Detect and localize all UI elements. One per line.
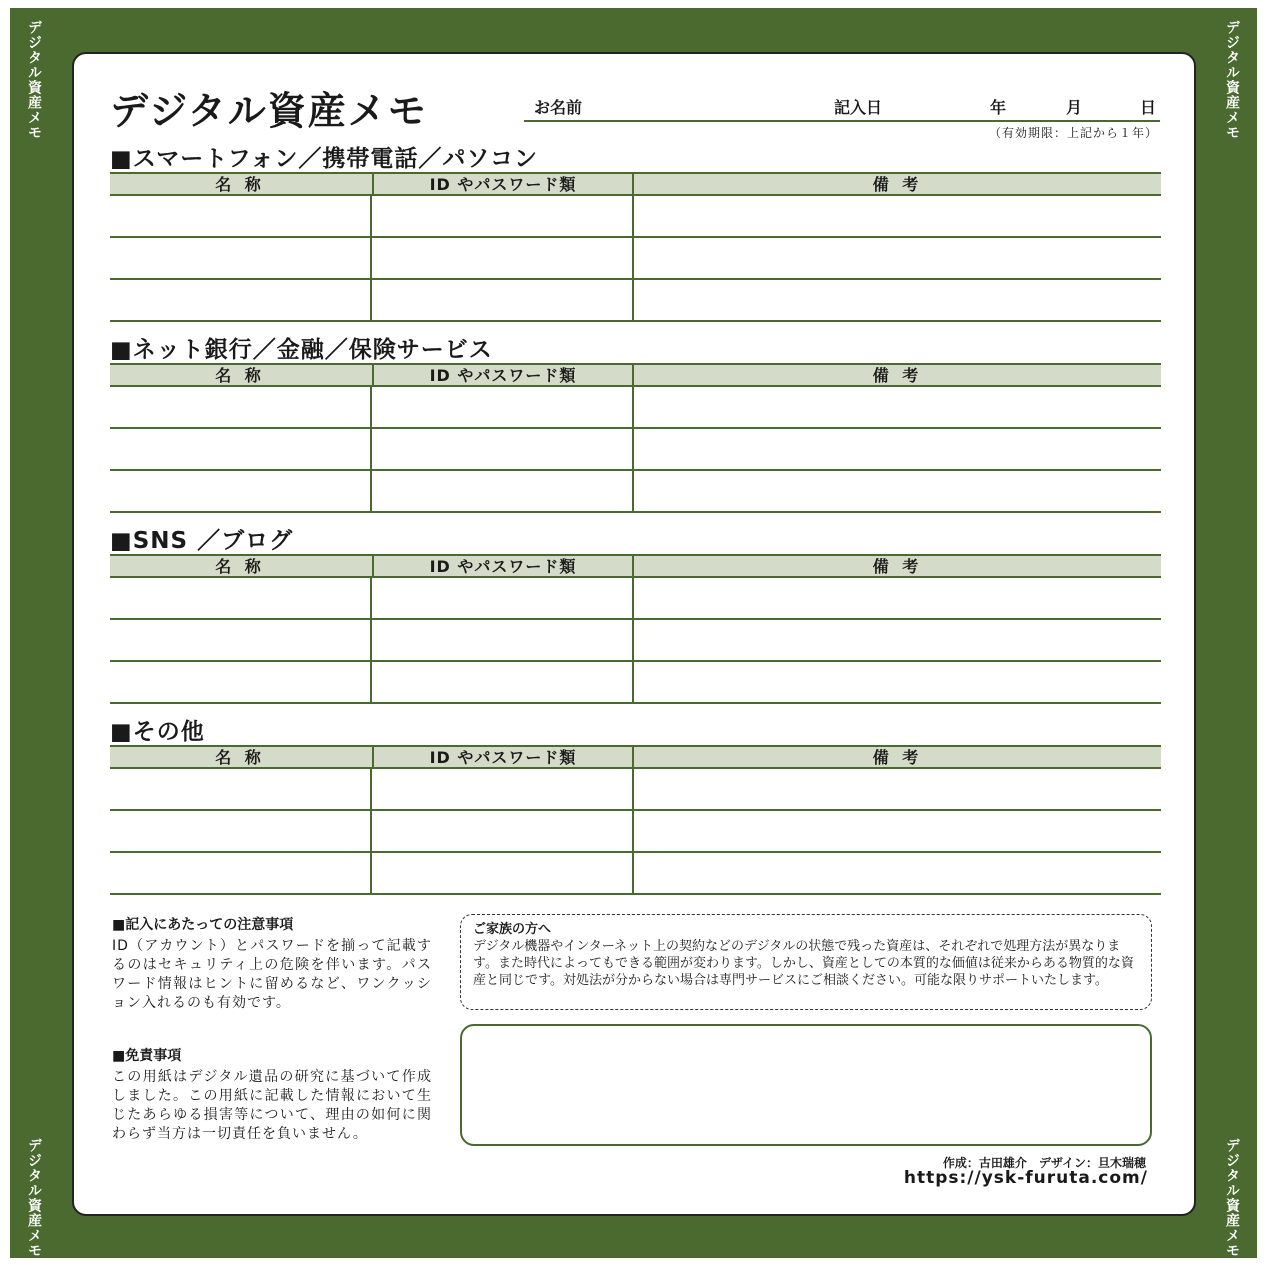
col-id: ID やパスワード類 [372, 174, 634, 196]
validity-note: （有効期限：上記から１年） [988, 126, 1158, 140]
entry-table [110, 363, 1161, 513]
caution-text: ID（アカウント）とパスワードを揃って記載するのはセキュリティ上の危険を伴います。パスワード情報はヒントに留めるなど、ワンクッション入れるのも有効です。 [112, 938, 432, 1011]
free-memo-box[interactable] [460, 1024, 1152, 1146]
table-row[interactable] [110, 853, 1161, 895]
col-remarks: 備 考 [872, 366, 923, 385]
col-remarks: 備 考 [872, 557, 923, 576]
col-name: 名 称 [215, 748, 265, 767]
year-label: 年 [990, 98, 1007, 117]
table-header [110, 172, 1161, 196]
table-row[interactable] [110, 620, 1161, 662]
month-label: 月 [1066, 98, 1083, 117]
credit-line: 作成：古田雄介 デザイン：旦木瑞穂 [942, 1156, 1146, 1170]
col-name: 名 称 [215, 366, 265, 385]
table-row[interactable] [110, 578, 1161, 620]
table-header [110, 363, 1161, 387]
disclaimer-notes [112, 1047, 432, 1144]
family-message-box [460, 914, 1152, 1010]
side-label-top-left: デジタル資産メモ [26, 20, 42, 140]
col-name: 名 称 [215, 175, 265, 194]
disclaimer-text: この用紙はデジタル遺品の研究に基づいて作成しました。この用紙に記載した情報において生じたあらゆる損害等について、理由の如何に関わらず当方は一切責任を負いません。 [112, 1069, 432, 1142]
table-header [110, 554, 1161, 578]
col-name: 名 称 [215, 557, 265, 576]
disclaimer-heading: ■免責事項 [112, 1048, 182, 1064]
day-label: 日 [1140, 98, 1157, 117]
entry-table [110, 554, 1161, 704]
caution-heading: ■記入にあたっての注意事項 [112, 917, 294, 933]
table-row[interactable] [110, 471, 1161, 513]
table-row[interactable] [110, 196, 1161, 238]
name-underline [524, 120, 1160, 122]
col-id: ID やパスワード類 [372, 365, 634, 387]
table-row[interactable] [110, 429, 1161, 471]
website-link[interactable]: https://ysk-furuta.com/ [903, 1168, 1148, 1188]
section-title: ■スマートフォン／携帯電話／パソコン [110, 146, 538, 172]
section-title: ■その他 [110, 719, 205, 745]
col-id: ID やパスワード類 [372, 747, 634, 769]
table-row[interactable] [110, 238, 1161, 280]
table-header [110, 745, 1161, 769]
side-label-bottom-right: デジタル資産メモ [1224, 1138, 1240, 1258]
family-heading: ご家族の方へ [473, 922, 552, 937]
col-remarks: 備 考 [872, 748, 923, 767]
family-text: デジタル機器やインターネット上の契約などのデジタルの状態で残った資産は、それぞれで処理方法が異なります。また時代によってもできる範囲が変わります。しかし、資産としての本質的な価値は従来からある物質的な資産と同じです。対処法が分からない場合は専門サービスにご相談ください。可能な限りサポートいたします。 [473, 939, 1134, 988]
side-label-bottom-left: デジタル資産メモ [26, 1138, 42, 1258]
side-label-top-right: デジタル資産メモ [1224, 20, 1240, 140]
col-id: ID やパスワード類 [372, 556, 634, 578]
entry-table [110, 745, 1161, 895]
table-row[interactable] [110, 811, 1161, 853]
section-title: ■SNS ／ブログ [110, 528, 294, 554]
entry-table [110, 172, 1161, 322]
table-row[interactable] [110, 387, 1161, 429]
table-row[interactable] [110, 769, 1161, 811]
table-row[interactable] [110, 662, 1161, 704]
memo-sheet [72, 52, 1196, 1216]
section-title: ■ネット銀行／金融／保険サービス [110, 337, 493, 363]
name-label: お名前 [534, 98, 583, 117]
page-title: デジタル資産メモ [110, 89, 428, 133]
caution-notes [112, 916, 432, 1013]
table-row[interactable] [110, 280, 1161, 322]
date-label: 記入日 [834, 98, 883, 117]
col-remarks: 備 考 [872, 175, 923, 194]
